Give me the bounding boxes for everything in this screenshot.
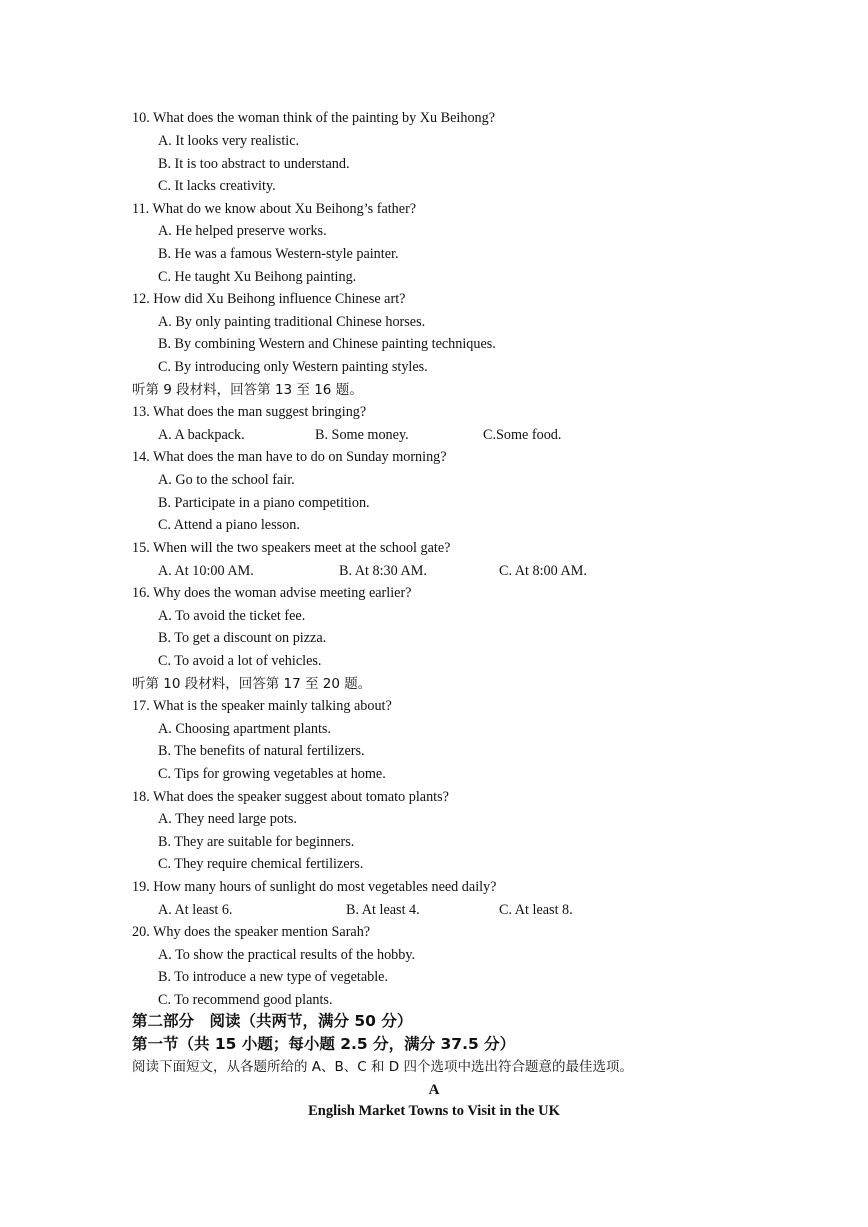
option-14b: B. Participate in a piano competition. bbox=[158, 495, 370, 511]
question-17: 17. What is the speaker mainly talking about? bbox=[132, 698, 392, 714]
option-20b: B. To introduce a new type of vegetable. bbox=[158, 969, 389, 985]
option-15a: A. At 10:00 AM. bbox=[158, 563, 254, 579]
option-11a: A. He helped preserve works. bbox=[158, 223, 327, 239]
option-17b: B. The benefits of natural fertilizers. bbox=[158, 743, 365, 759]
option-18c: C. They require chemical fertilizers. bbox=[158, 856, 364, 872]
option-19c: C. At least 8. bbox=[499, 902, 573, 918]
option-13a: A. A backpack. bbox=[158, 427, 245, 443]
option-16b: B. To get a discount on pizza. bbox=[158, 630, 327, 646]
instruction-text: 阅读下面短文，从各题所给的 A、B、C 和 D 四个选项中选出符合题意的最佳选项。 bbox=[132, 1059, 633, 1075]
question-15: 15. When will the two speakers meet at the school gate? bbox=[132, 540, 451, 556]
passage-title: English Market Towns to Visit in the UK bbox=[308, 1103, 560, 1119]
option-16c: C. To avoid a lot of vehicles. bbox=[158, 653, 322, 669]
question-19: 19. How many hours of sunlight do most vegetables need daily? bbox=[132, 879, 497, 895]
option-17a: A. Choosing apartment plants. bbox=[158, 721, 331, 737]
option-15b: B. At 8:30 AM. bbox=[339, 563, 427, 579]
part-title: 第二部分 阅读（共两节，满分 50 分） bbox=[132, 1012, 413, 1030]
question-18: 18. What does the speaker suggest about tomato plants? bbox=[132, 789, 449, 805]
option-15c: C. At 8:00 AM. bbox=[499, 563, 587, 579]
option-14c: C. Attend a piano lesson. bbox=[158, 517, 300, 533]
option-20c: C. To recommend good plants. bbox=[158, 992, 333, 1008]
question-10: 10. What does the woman think of the painting by Xu Beihong? bbox=[132, 110, 496, 126]
option-11c: C. He taught Xu Beihong painting. bbox=[158, 269, 357, 285]
option-12b: B. By combining Western and Chinese painting techniques. bbox=[158, 336, 496, 352]
question-12: 12. How did Xu Beihong influence Chinese art? bbox=[132, 291, 406, 307]
passage-letter: A bbox=[428, 1082, 440, 1098]
question-14: 14. What does the man have to do on Sunday morning? bbox=[132, 449, 447, 465]
option-20a: A. To show the practical results of the hobby. bbox=[158, 947, 416, 963]
question-13: 13. What does the man suggest bringing? bbox=[132, 404, 367, 420]
option-17c: C. Tips for growing vegetables at home. bbox=[158, 766, 386, 782]
option-18a: A. They need large pots. bbox=[158, 811, 297, 827]
option-13c: C.Some food. bbox=[483, 427, 562, 443]
option-16a: A. To avoid the ticket fee. bbox=[158, 608, 306, 624]
listening-header-9: 听第 9 段材料，回答第 13 至 16 题。 bbox=[132, 382, 363, 398]
option-10a: A. It looks very realistic. bbox=[158, 133, 300, 149]
option-10c: C. It lacks creativity. bbox=[158, 178, 276, 194]
question-16: 16. Why does the woman advise meeting earlier? bbox=[132, 585, 412, 601]
question-11: 11. What do we know about Xu Beihong’s father? bbox=[132, 201, 417, 217]
option-14a: A. Go to the school fair. bbox=[158, 472, 295, 488]
option-19a: A. At least 6. bbox=[158, 902, 233, 918]
section-subtitle: 第一节（共 15 小题；每小题 2.5 分，满分 37.5 分） bbox=[132, 1035, 516, 1053]
option-18b: B. They are suitable for beginners. bbox=[158, 834, 355, 850]
question-20: 20. Why does the speaker mention Sarah? bbox=[132, 924, 371, 940]
option-12c: C. By introducing only Western painting styles. bbox=[158, 359, 428, 375]
option-10b: B. It is too abstract to understand. bbox=[158, 156, 350, 172]
option-13b: B. Some money. bbox=[315, 427, 409, 443]
option-19b: B. At least 4. bbox=[346, 902, 420, 918]
listening-header-10: 听第 10 段材料，回答第 17 至 20 题。 bbox=[132, 676, 372, 692]
option-11b: B. He was a famous Western-style painter. bbox=[158, 246, 399, 262]
option-12a: A. By only painting traditional Chinese horses. bbox=[158, 314, 426, 330]
